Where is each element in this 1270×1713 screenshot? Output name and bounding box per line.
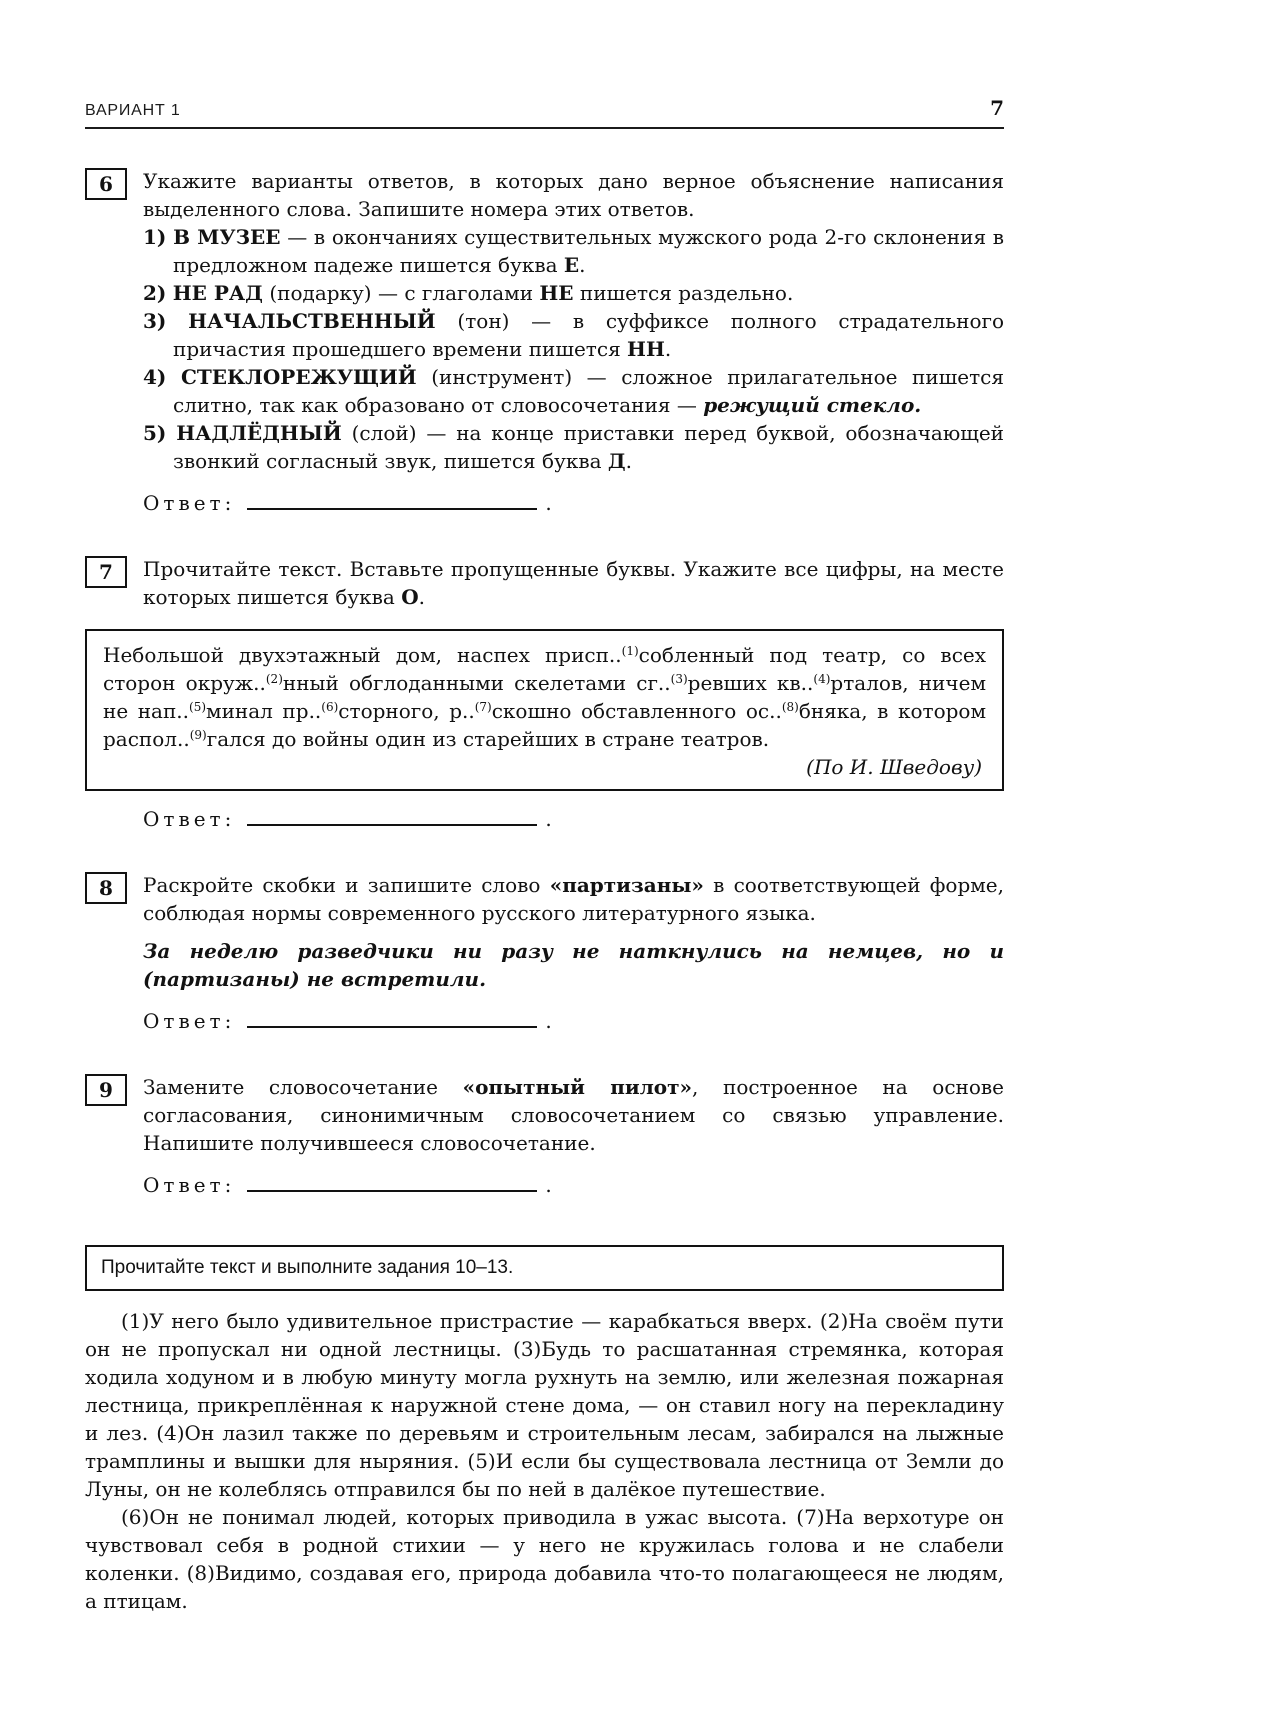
gap-number: (4) [813, 672, 831, 686]
gap-number: (5) [189, 700, 207, 714]
answer-blank-line [247, 824, 537, 826]
reading-passage [85, 1307, 1004, 1615]
option-text: (инструмент) — сложное прилагательное пишется слитно, так как образовано от словосочетания — [173, 365, 1004, 417]
task-7-answer-row [143, 805, 1004, 833]
option-term: НАЧАЛЬСТВЕННЫЙ [188, 309, 436, 333]
task-9 [85, 1073, 1004, 1199]
gap-number: (1) [621, 644, 639, 658]
gap-number: (3) [670, 672, 688, 686]
option-bold: НЕ [539, 281, 574, 305]
option-term: НАДЛЁДНЫЙ [176, 421, 342, 445]
task-8-answer-row [143, 1007, 1004, 1035]
gap-number: (6) [321, 700, 339, 714]
passage-segment: сторного, р.. [338, 699, 475, 723]
task-6-intro: Укажите варианты ответов, в которых дано верное объяснение написания выделенного слова. Запишите номера этих ответов. [143, 169, 1004, 221]
task-6-answer-row [143, 489, 1004, 517]
intro-tail: , построенное на основе согласования, синонимичным словосочетанием со связью управление. Напишите получившееся словосочетание. [143, 1075, 1004, 1155]
task-8-number-box: 8 [85, 872, 127, 904]
intro-bold-letter: О [401, 585, 419, 609]
reading-instruction: Прочитайте текст и выполните задания 10–13. [101, 1257, 514, 1278]
task-8 [85, 871, 1004, 1035]
option-number: 1) [143, 225, 167, 249]
option-term: НЕ РАД [172, 281, 263, 305]
task-6 [85, 167, 1004, 517]
task-6-option-3 [143, 307, 1004, 363]
task-9-intro [143, 1073, 1004, 1157]
task-7-row [85, 555, 1004, 611]
intro-text: Раскройте скобки и запишите слово [143, 873, 550, 897]
task-9-row [85, 1073, 1004, 1199]
answer-label: Ответ: [143, 807, 236, 831]
passage-segment: бняка, в котором распол.. [103, 699, 987, 751]
intro-text: Замените словосочетание [143, 1075, 463, 1099]
task-8-sentence: За неделю разведчики ни разу не наткнулись на немцев, но и (партизаны) не встретили. [143, 939, 1004, 991]
answer-blank-line [247, 508, 537, 510]
option-bold: Е [563, 253, 580, 277]
passage-segment: Небольшой двухэтажный дом, наспех присп.. [103, 643, 622, 667]
passage-attribution: (По И. Шведову) [806, 755, 982, 779]
intro-tail: . [418, 585, 425, 609]
gap-number: (7) [474, 700, 492, 714]
page-number: 7 [990, 96, 1004, 120]
task-6-number-box: 6 [85, 168, 127, 200]
passage-paragraph-1: (1)У него было удивительное пристрастие — карабкаться вверх. (2)На своём пути он не пропускал ни одной лестницы. (3)Будь то расшатанная стремянка, которая ходила ходуном и в любую минуту могла рухнуть на землю, или железная пожарная лестница, прикреплённая к наружной стене дома, — он ставил ногу на перекладину и лез. (4)Он лазил также по деревьям и строительным лесам, забирался на лыжные трамплины и вышки для ныряния. (5)И если бы существовала лестница от Земли до Луны, он не колеблясь отправился бы по ней в далёкое путешествие. [85, 1309, 1004, 1501]
option-number: 5) [143, 421, 167, 445]
answer-label: Ответ: [143, 491, 236, 515]
answer-label: Ответ: [143, 1009, 236, 1033]
option-text: (подарку) — с глаголами [262, 281, 540, 305]
answer-period: . [545, 1173, 552, 1197]
option-text: (слой) — на конце приставки перед буквой, обозначающей звонкий согласный звук, пишется буква [173, 421, 1005, 473]
intro-keyword: «партизаны» [549, 873, 704, 897]
task-9-answer-row [143, 1171, 1004, 1199]
gap-number: (8) [781, 700, 799, 714]
passage-segment: скошно обставленного ос.. [491, 699, 782, 723]
option-tail: . [625, 449, 633, 473]
passage-segment: ревших кв.. [687, 671, 814, 695]
task-6-option-1 [143, 223, 1004, 279]
task-6-row [85, 167, 1004, 517]
task-7-passage [103, 641, 986, 753]
answer-period: . [545, 491, 552, 515]
option-tail: пишется раздельно. [573, 281, 794, 305]
option-text: — в окончаниях существительных мужского рода 2-го склонения в предложном падеже пишется буква [173, 225, 1004, 277]
option-term: СТЕКЛОРЕЖУЩИЙ [180, 365, 417, 389]
option-italic: режущий стекло. [703, 393, 922, 417]
task-8-body [143, 871, 1004, 1035]
task-6-option-2 [143, 279, 1004, 307]
task-6-body [143, 167, 1004, 517]
option-tail: . [664, 337, 672, 361]
intro-text: Прочитайте текст. Вставьте пропущенные буквы. Укажите все цифры, на месте которых пишется буква [143, 557, 1004, 609]
task-7 [85, 555, 1004, 833]
page-header [85, 96, 1004, 129]
option-tail: . [579, 253, 586, 277]
answer-period: . [545, 1009, 552, 1033]
task-9-body [143, 1073, 1004, 1199]
task-7-body [143, 555, 1004, 611]
task-7-intro [143, 555, 1004, 611]
task-6-options [143, 223, 1004, 475]
task-8-row [85, 871, 1004, 1035]
passage-paragraph-2: (6)Он не понимал людей, которых приводила в ужас высота. (7)На верхотуре он чувствовал себя в родной стихии — у него не кружилась голова и не слабели коленки. (8)Видимо, создавая его, природа добавила что-то полагающееся не людям, а птицам. [85, 1505, 1004, 1613]
passage-segment: гался до войны один из старейших в стране театров. [206, 727, 770, 751]
option-number: 4) [143, 365, 167, 389]
gap-number: (9) [189, 728, 207, 742]
answer-period: . [545, 807, 552, 831]
option-number: 2) [143, 281, 167, 305]
option-bold: Д [607, 449, 626, 473]
task-7-text-box [85, 629, 1004, 791]
task-8-intro [143, 871, 1004, 927]
variant-label: ВАРИАНТ 1 [85, 102, 181, 119]
passage-segment: рталов, ничем не нап.. [103, 671, 987, 723]
option-number: 3) [143, 309, 167, 333]
intro-keyword: «опытный пилот» [462, 1075, 693, 1099]
option-term: В МУЗЕЕ [173, 225, 281, 249]
task-6-option-4 [143, 363, 1004, 419]
passage-segment: минал пр.. [206, 699, 322, 723]
option-text: (тон) — в суффиксе полного страдательного причастия прошедшего времени пишется [173, 309, 1005, 361]
gap-number: (2) [265, 672, 283, 686]
task-7-number-box: 7 [85, 556, 127, 588]
passage-segment: собленный под театр, со всех сторон окруж.. [103, 643, 987, 695]
intro-tail: в соответствующей форме, соблюдая нормы современного русского литературного языка. [143, 873, 1004, 925]
task-9-number-box: 9 [85, 1074, 127, 1106]
task-6-option-5 [143, 419, 1004, 475]
passage-segment: нный обглоданными скелетами сг.. [282, 671, 671, 695]
answer-label: Ответ: [143, 1173, 236, 1197]
answer-blank-line [247, 1026, 537, 1028]
option-bold: НН [627, 337, 665, 361]
task-7-answer-wrap [143, 805, 1004, 833]
reading-instruction-box [85, 1245, 1004, 1291]
answer-blank-line [247, 1190, 537, 1192]
